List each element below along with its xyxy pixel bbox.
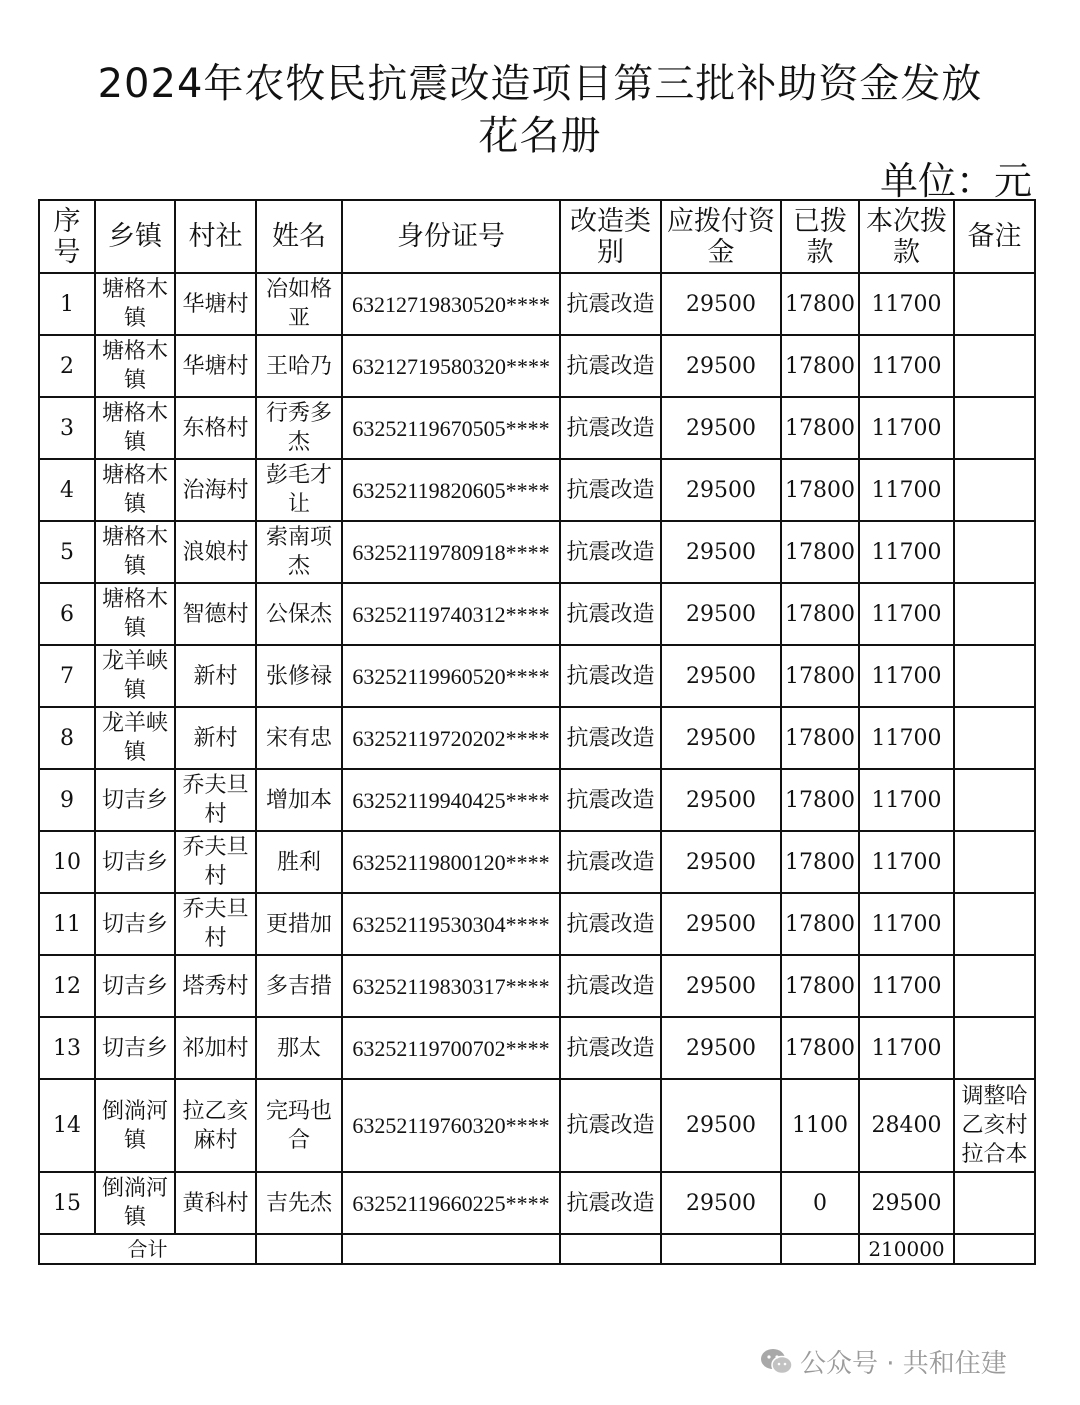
cell-paid: 0	[781, 1172, 859, 1234]
header-remark: 备注	[954, 200, 1035, 273]
cell-town: 切吉乡	[95, 769, 175, 831]
cell-due: 29500	[661, 1017, 781, 1079]
cell-type: 抗震改造	[560, 707, 661, 769]
cell-name: 公保杰	[256, 583, 342, 645]
cell-village: 华塘村	[175, 335, 256, 397]
cell-id: 63212719830520****	[342, 273, 560, 335]
cell-name: 那太	[256, 1017, 342, 1079]
header-no: 序号	[39, 200, 95, 273]
cell-type: 抗震改造	[560, 769, 661, 831]
table-row	[39, 397, 1035, 459]
cell-type: 抗震改造	[560, 645, 661, 707]
total-empty-cell	[342, 1234, 560, 1264]
cell-remark	[954, 521, 1035, 583]
cell-current: 28400	[859, 1079, 954, 1172]
cell-id: 63212719580320****	[342, 335, 560, 397]
cell-no: 4	[39, 459, 95, 521]
cell-id: 63252119820605****	[342, 459, 560, 521]
header-village: 村社	[175, 200, 256, 273]
cell-type: 抗震改造	[560, 459, 661, 521]
cell-current: 11700	[859, 955, 954, 1017]
cell-remark: 调整哈乙亥村拉合本	[954, 1079, 1035, 1172]
table-row	[39, 831, 1035, 893]
cell-paid: 17800	[781, 707, 859, 769]
cell-id: 63252119720202****	[342, 707, 560, 769]
cell-paid: 17800	[781, 893, 859, 955]
cell-town: 切吉乡	[95, 1017, 175, 1079]
total-label: 合计	[39, 1234, 256, 1264]
total-empty-cell	[781, 1234, 859, 1264]
cell-no: 11	[39, 893, 95, 955]
cell-id: 63252119960520****	[342, 645, 560, 707]
total-empty-cell	[661, 1234, 781, 1264]
cell-no: 7	[39, 645, 95, 707]
watermark-text: 公众号 · 共和住建	[800, 1349, 1007, 1379]
cell-no: 9	[39, 769, 95, 831]
cell-current: 29500	[859, 1172, 954, 1234]
header-current: 本次拨款	[859, 200, 954, 273]
cell-remark	[954, 831, 1035, 893]
wechat-icon	[760, 1347, 794, 1377]
cell-id: 63252119530304****	[342, 893, 560, 955]
cell-town: 塘格木镇	[95, 459, 175, 521]
cell-village: 智德村	[175, 583, 256, 645]
cell-no: 1	[39, 273, 95, 335]
cell-type: 抗震改造	[560, 893, 661, 955]
cell-paid: 17800	[781, 521, 859, 583]
cell-village: 新村	[175, 707, 256, 769]
table-row	[39, 707, 1035, 769]
header-town: 乡镇	[95, 200, 175, 273]
cell-name: 王哈乃	[256, 335, 342, 397]
cell-paid: 17800	[781, 769, 859, 831]
cell-remark	[954, 335, 1035, 397]
cell-id: 63252119700702****	[342, 1017, 560, 1079]
header-due: 应拨付资金	[661, 200, 781, 273]
cell-current: 11700	[859, 583, 954, 645]
cell-no: 5	[39, 521, 95, 583]
cell-due: 29500	[661, 1079, 781, 1172]
cell-town: 塘格木镇	[95, 521, 175, 583]
cell-current: 11700	[859, 521, 954, 583]
cell-town: 切吉乡	[95, 893, 175, 955]
header-row	[39, 200, 1035, 273]
table-row	[39, 645, 1035, 707]
cell-village: 祁加村	[175, 1017, 256, 1079]
cell-id: 63252119760320****	[342, 1079, 560, 1172]
cell-town: 塘格木镇	[95, 335, 175, 397]
table-row	[39, 769, 1035, 831]
table-row	[39, 1079, 1035, 1172]
cell-due: 29500	[661, 583, 781, 645]
table-row	[39, 1017, 1035, 1079]
cell-village: 乔夫旦村	[175, 831, 256, 893]
watermark	[760, 1343, 1007, 1380]
cell-village: 东格村	[175, 397, 256, 459]
cell-name: 增加本	[256, 769, 342, 831]
cell-due: 29500	[661, 893, 781, 955]
cell-paid: 1100	[781, 1079, 859, 1172]
cell-town: 塘格木镇	[95, 273, 175, 335]
cell-due: 29500	[661, 273, 781, 335]
cell-village: 拉乙亥麻村	[175, 1079, 256, 1172]
cell-remark	[954, 769, 1035, 831]
cell-paid: 17800	[781, 1017, 859, 1079]
cell-name: 索南项杰	[256, 521, 342, 583]
cell-due: 29500	[661, 769, 781, 831]
cell-paid: 17800	[781, 273, 859, 335]
total-current: 210000	[859, 1234, 954, 1264]
header-paid: 已拨款	[781, 200, 859, 273]
table-row	[39, 1172, 1035, 1234]
cell-type: 抗震改造	[560, 583, 661, 645]
cell-no: 12	[39, 955, 95, 1017]
cell-no: 15	[39, 1172, 95, 1234]
cell-current: 11700	[859, 769, 954, 831]
cell-type: 抗震改造	[560, 1079, 661, 1172]
cell-name: 宋有忠	[256, 707, 342, 769]
cell-remark	[954, 893, 1035, 955]
document-title-line1: 2024年农牧民抗震改造项目第三批补助资金发放	[97, 61, 983, 107]
cell-no: 13	[39, 1017, 95, 1079]
cell-no: 10	[39, 831, 95, 893]
cell-paid: 17800	[781, 831, 859, 893]
cell-town: 龙羊峡镇	[95, 645, 175, 707]
cell-current: 11700	[859, 273, 954, 335]
cell-town: 龙羊峡镇	[95, 707, 175, 769]
cell-paid: 17800	[781, 955, 859, 1017]
total-empty-cell	[954, 1234, 1035, 1264]
table-row	[39, 335, 1035, 397]
cell-type: 抗震改造	[560, 335, 661, 397]
table-row	[39, 583, 1035, 645]
cell-name: 行秀多杰	[256, 397, 342, 459]
cell-remark	[954, 1017, 1035, 1079]
cell-village: 浪娘村	[175, 521, 256, 583]
cell-current: 11700	[859, 707, 954, 769]
cell-no: 3	[39, 397, 95, 459]
cell-remark	[954, 459, 1035, 521]
cell-type: 抗震改造	[560, 1172, 661, 1234]
cell-paid: 17800	[781, 583, 859, 645]
cell-id: 63252119830317****	[342, 955, 560, 1017]
cell-town: 倒淌河镇	[95, 1172, 175, 1234]
cell-id: 63252119740312****	[342, 583, 560, 645]
cell-village: 塔秀村	[175, 955, 256, 1017]
cell-name: 张修禄	[256, 645, 342, 707]
cell-name: 完玛也合	[256, 1079, 342, 1172]
cell-id: 63252119940425****	[342, 769, 560, 831]
cell-id: 63252119660225****	[342, 1172, 560, 1234]
cell-village: 乔夫旦村	[175, 769, 256, 831]
cell-remark	[954, 583, 1035, 645]
cell-due: 29500	[661, 397, 781, 459]
cell-current: 11700	[859, 831, 954, 893]
cell-town: 切吉乡	[95, 955, 175, 1017]
header-id: 身份证号	[342, 200, 560, 273]
unit-label: 单位：元	[879, 159, 1032, 203]
cell-due: 29500	[661, 955, 781, 1017]
cell-type: 抗震改造	[560, 273, 661, 335]
cell-due: 29500	[661, 459, 781, 521]
cell-village: 黄科村	[175, 1172, 256, 1234]
cell-current: 11700	[859, 1017, 954, 1079]
cell-type: 抗震改造	[560, 955, 661, 1017]
cell-no: 2	[39, 335, 95, 397]
cell-type: 抗震改造	[560, 1017, 661, 1079]
cell-type: 抗震改造	[560, 521, 661, 583]
cell-paid: 17800	[781, 459, 859, 521]
cell-remark	[954, 645, 1035, 707]
cell-village: 乔夫旦村	[175, 893, 256, 955]
cell-town: 切吉乡	[95, 831, 175, 893]
cell-name: 胜利	[256, 831, 342, 893]
cell-type: 抗震改造	[560, 397, 661, 459]
cell-type: 抗震改造	[560, 831, 661, 893]
document-title-line2: 花名册	[478, 113, 602, 159]
cell-name: 冶如格亚	[256, 273, 342, 335]
cell-no: 14	[39, 1079, 95, 1172]
cell-current: 11700	[859, 645, 954, 707]
cell-remark	[954, 397, 1035, 459]
cell-current: 11700	[859, 893, 954, 955]
total-empty-cell	[560, 1234, 661, 1264]
cell-remark	[954, 273, 1035, 335]
table-row	[39, 955, 1035, 1017]
cell-no: 8	[39, 707, 95, 769]
cell-town: 塘格木镇	[95, 583, 175, 645]
cell-paid: 17800	[781, 397, 859, 459]
cell-paid: 17800	[781, 645, 859, 707]
cell-due: 29500	[661, 707, 781, 769]
cell-name: 多吉措	[256, 955, 342, 1017]
cell-id: 63252119670505****	[342, 397, 560, 459]
cell-paid: 17800	[781, 335, 859, 397]
cell-due: 29500	[661, 645, 781, 707]
cell-remark	[954, 1172, 1035, 1234]
header-name: 姓名	[256, 200, 342, 273]
total-row	[39, 1234, 1035, 1264]
cell-due: 29500	[661, 831, 781, 893]
header-type: 改造类别	[560, 200, 661, 273]
cell-village: 治海村	[175, 459, 256, 521]
cell-remark	[954, 955, 1035, 1017]
cell-town: 倒淌河镇	[95, 1079, 175, 1172]
total-empty-cell	[256, 1234, 342, 1264]
table-row	[39, 459, 1035, 521]
cell-name: 吉先杰	[256, 1172, 342, 1234]
cell-remark	[954, 707, 1035, 769]
cell-id: 63252119800120****	[342, 831, 560, 893]
cell-no: 6	[39, 583, 95, 645]
table-row	[39, 521, 1035, 583]
cell-current: 11700	[859, 335, 954, 397]
table-row	[39, 273, 1035, 335]
cell-name: 更措加	[256, 893, 342, 955]
cell-town: 塘格木镇	[95, 397, 175, 459]
cell-current: 11700	[859, 397, 954, 459]
subsidy-roster-table	[38, 199, 1036, 1265]
cell-due: 29500	[661, 521, 781, 583]
cell-id: 63252119780918****	[342, 521, 560, 583]
cell-due: 29500	[661, 335, 781, 397]
cell-village: 华塘村	[175, 273, 256, 335]
cell-current: 11700	[859, 459, 954, 521]
table-row	[39, 893, 1035, 955]
cell-village: 新村	[175, 645, 256, 707]
cell-name: 彭毛才让	[256, 459, 342, 521]
cell-due: 29500	[661, 1172, 781, 1234]
